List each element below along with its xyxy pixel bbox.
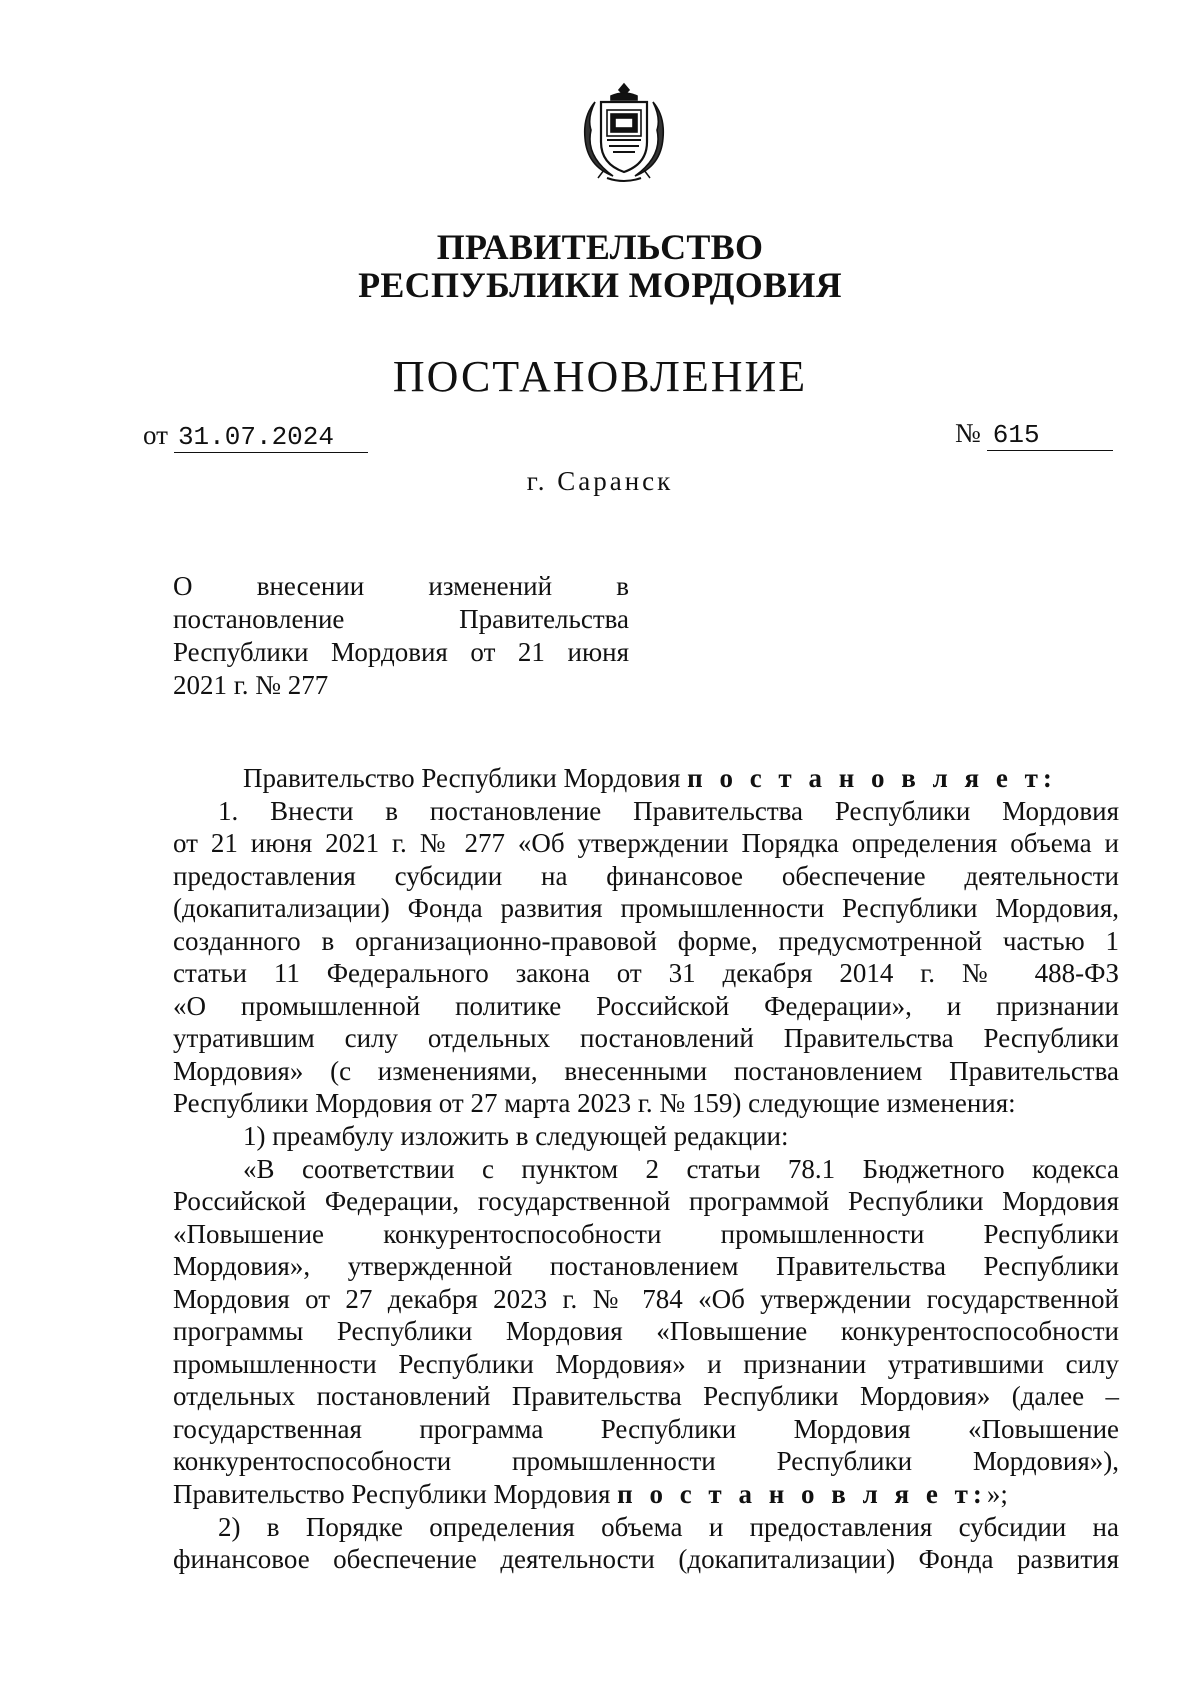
- document-type: ПОСТАНОВЛЕНИЕ: [392, 352, 808, 401]
- body-line: 1) преамбулу изложить в следующей редакции:: [243, 1121, 789, 1152]
- body-line: Российской Федерации, государственной программой Республики Мордовия: [173, 1186, 1119, 1217]
- body-line: утратившим силу отдельных постановлений Правительства Республики: [173, 1023, 1119, 1054]
- document-number: 615: [987, 420, 1113, 451]
- body-line: Мордовия», утвержденной постановлением Правительства Республики: [173, 1251, 1119, 1282]
- subject-line: 2021 г. № 277: [173, 670, 329, 700]
- body-line: 1. Внести в постановление Правительства Республики Мордовия: [218, 795, 1119, 826]
- intro-text: Правительство Республики Мордовия: [243, 763, 688, 793]
- date-row: [143, 420, 368, 453]
- subject-line: Республики Мордовия от 21 июня: [173, 637, 629, 667]
- body-line: государственная программа Республики Мордовия «Повышение: [173, 1413, 1119, 1444]
- body-line: программы Республики Мордовия «Повышение конкурентоспособности: [173, 1316, 1119, 1347]
- body-line: финансовое обеспечение деятельности (докапитализации) Фонда развития: [173, 1544, 1119, 1575]
- closing-line: [173, 1478, 1119, 1511]
- body-line: Мордовия» (с изменениями, внесенными постановлением Правительства: [173, 1055, 1119, 1086]
- body-line: от 21 июня 2021 г. № 277 «Об утверждении Порядка определения объема и: [173, 828, 1119, 859]
- body-line: созданного в организационно-правовой форме, предусмотренной частью 1: [173, 925, 1119, 956]
- intro-line: [173, 762, 1119, 795]
- government-title-line2: РЕСПУБЛИКИ МОРДОВИЯ: [358, 265, 842, 305]
- subject-line: постановление Правительства: [173, 604, 629, 634]
- body-line: Мордовия от 27 декабря 2023 г. № 784 «Об утверждении государственной: [173, 1283, 1119, 1314]
- document-body: [173, 762, 1119, 1576]
- body-line: предоставления субсидии на финансовое обеспечение деятельности: [173, 860, 1119, 891]
- number-row: [955, 418, 1113, 451]
- closing-resolves: п о с т а н о в л я е т:: [617, 1479, 987, 1510]
- body-line: (докапитализации) Фонда развития промышленности Республики Мордовия,: [173, 893, 1119, 924]
- coat-of-arms-icon: [571, 80, 677, 186]
- document-subject: [173, 570, 629, 702]
- body-line: 2) в Порядке определения объема и предоставления субсидии на: [218, 1511, 1119, 1542]
- body-line: промышленности Республики Мордовия» и признании утратившими силу: [173, 1348, 1119, 1379]
- closing-tail: »;: [986, 1479, 1008, 1510]
- body-line: статьи 11 Федерального закона от 31 декабря 2014 г. № 488-ФЗ: [173, 958, 1119, 989]
- body-line: «В соответствии с пунктом 2 статьи 78.1 Бюджетного кодекса: [243, 1153, 1119, 1184]
- document-date: 31.07.2024: [174, 422, 368, 453]
- city-name: г. Саранск: [526, 466, 674, 496]
- number-prefix: №: [955, 418, 981, 448]
- body-line: отдельных постановлений Правительства Республики Мордовия» (далее –: [173, 1381, 1119, 1412]
- body-line: конкурентоспособности промышленности Республики Мордовия»),: [173, 1446, 1119, 1477]
- body-line: Республики Мордовия от 27 марта 2023 г. № 159) следующие изменения:: [173, 1088, 1016, 1119]
- government-title-line1: ПРАВИТЕЛЬСТВО: [436, 227, 764, 267]
- closing-text: Правительство Республики Мордовия: [173, 1479, 618, 1510]
- subject-line: О внесении изменений в: [173, 571, 629, 601]
- intro-resolves: п о с т а н о в л я е т:: [687, 763, 1057, 793]
- body-line: «Повышение конкурентоспособности промышленности Республики: [173, 1218, 1119, 1249]
- date-prefix: от: [143, 420, 168, 450]
- body-line: «О промышленной политике Российской Федерации», и признании: [173, 990, 1119, 1021]
